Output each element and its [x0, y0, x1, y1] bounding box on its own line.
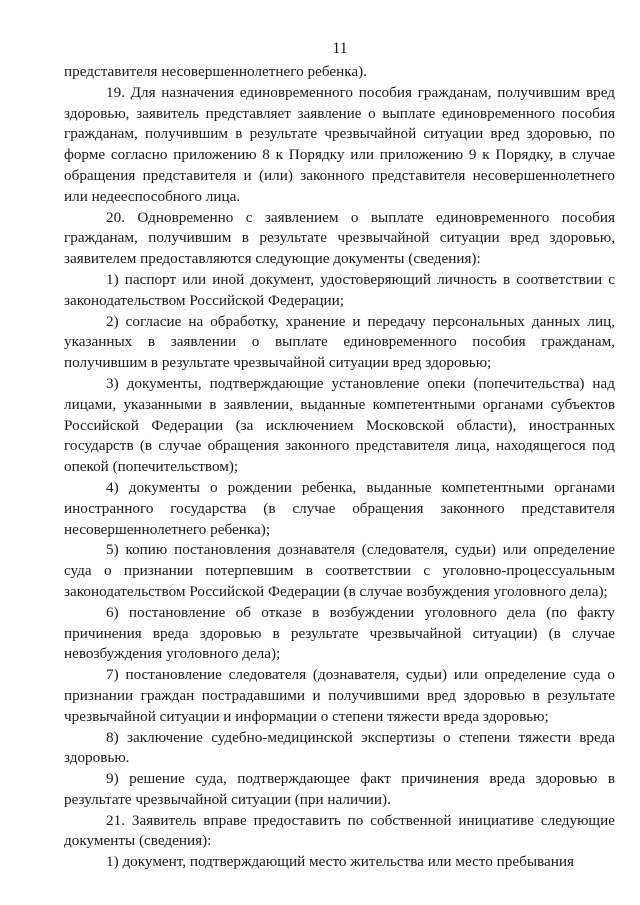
list-item-20-3: 3) документы, подтверждающие установление опеки (попечительства) над лицами, указанными в заявлении, выданные компетентными органами субъектов Российской Федерации (за исключением Московской области), иностранных государств (в случае обращения законного представителя лица, находящегося под опекой (попечительством);: [64, 374, 615, 476]
paragraph-19: 19. Для назначения единовременного пособия гражданам, получившим вред здоровью, заявитель представляет заявление о выплате единовременного пособия гражданам, получившим в результате чрезвычайной ситуации вред здоровью, по форме согласно приложению 8 к Порядку или приложению 9 к Порядку, в случае обращения представителя и (или) законного представителя несовершеннолетнего или недееспособного лица.: [64, 83, 615, 205]
list-item-20-1: 1) паспорт или иной документ, удостоверяющий личность в соответствии с законодательством Российской Федерации;: [64, 270, 615, 309]
list-item-20-5: 5) копию постановления дознавателя (следователя, судьи) или определение суда о признании потерпевшим в соответствии с уголовно-процессуальным законодательством Российской Федерации (в случае возбуждения уголовного дела);: [64, 541, 615, 600]
list-item-20-6: 6) постановление об отказе в возбуждении уголовного дела (по факту причинения вреда здоровью в результате чрезвычайной ситуации) (в случае невозбуждения уголовного дела);: [64, 603, 615, 663]
paragraph-21: 21. Заявитель вправе предоставить по собственной инициативе следующие документы (сведения):: [64, 811, 615, 850]
list-item-20-2: 2) согласие на обработку, хранение и передачу персональных данных лиц, указанных в заявлении о выплате единовременного пособия гражданам, получившим в результате чрезвычайной ситуации вред здоровью;: [64, 312, 615, 372]
paragraph-continuation: представителя несовершеннолетнего ребенка).: [64, 63, 367, 80]
list-item-21-1: 1) документ, подтверждающий место жительства или место пребывания: [106, 853, 574, 871]
page-number: 11: [332, 40, 348, 57]
list-item-20-8: 8) заключение судебно-медицинской экспертизы о степени тяжести вреда здоровью.: [64, 728, 615, 767]
document-body: [64, 62, 615, 873]
list-item-20-9: 9) решение суда, подтверждающее факт причинения вреда здоровью в результате чрезвычайной ситуации (при наличии).: [64, 770, 615, 808]
paragraph-20: 20. Одновременно с заявлением о выплате единовременного пособия гражданам, получившим в результате чрезвычайной ситуации вред здоровью, заявителем предоставляются следующие документы (сведения):: [64, 208, 615, 268]
list-item-20-7: 7) постановление следователя (дознавателя, судьи) или определение суда о признании граждан пострадавшими и получившими вред здоровью в результате чрезвычайной ситуации и информации о степени тяжести вреда здоровью;: [64, 666, 615, 725]
list-item-20-4: 4) документы о рождении ребенка, выданные компетентными органами иностранного государства (в случае обращения законного представителя несовершеннолетнего ребенка);: [64, 478, 615, 538]
